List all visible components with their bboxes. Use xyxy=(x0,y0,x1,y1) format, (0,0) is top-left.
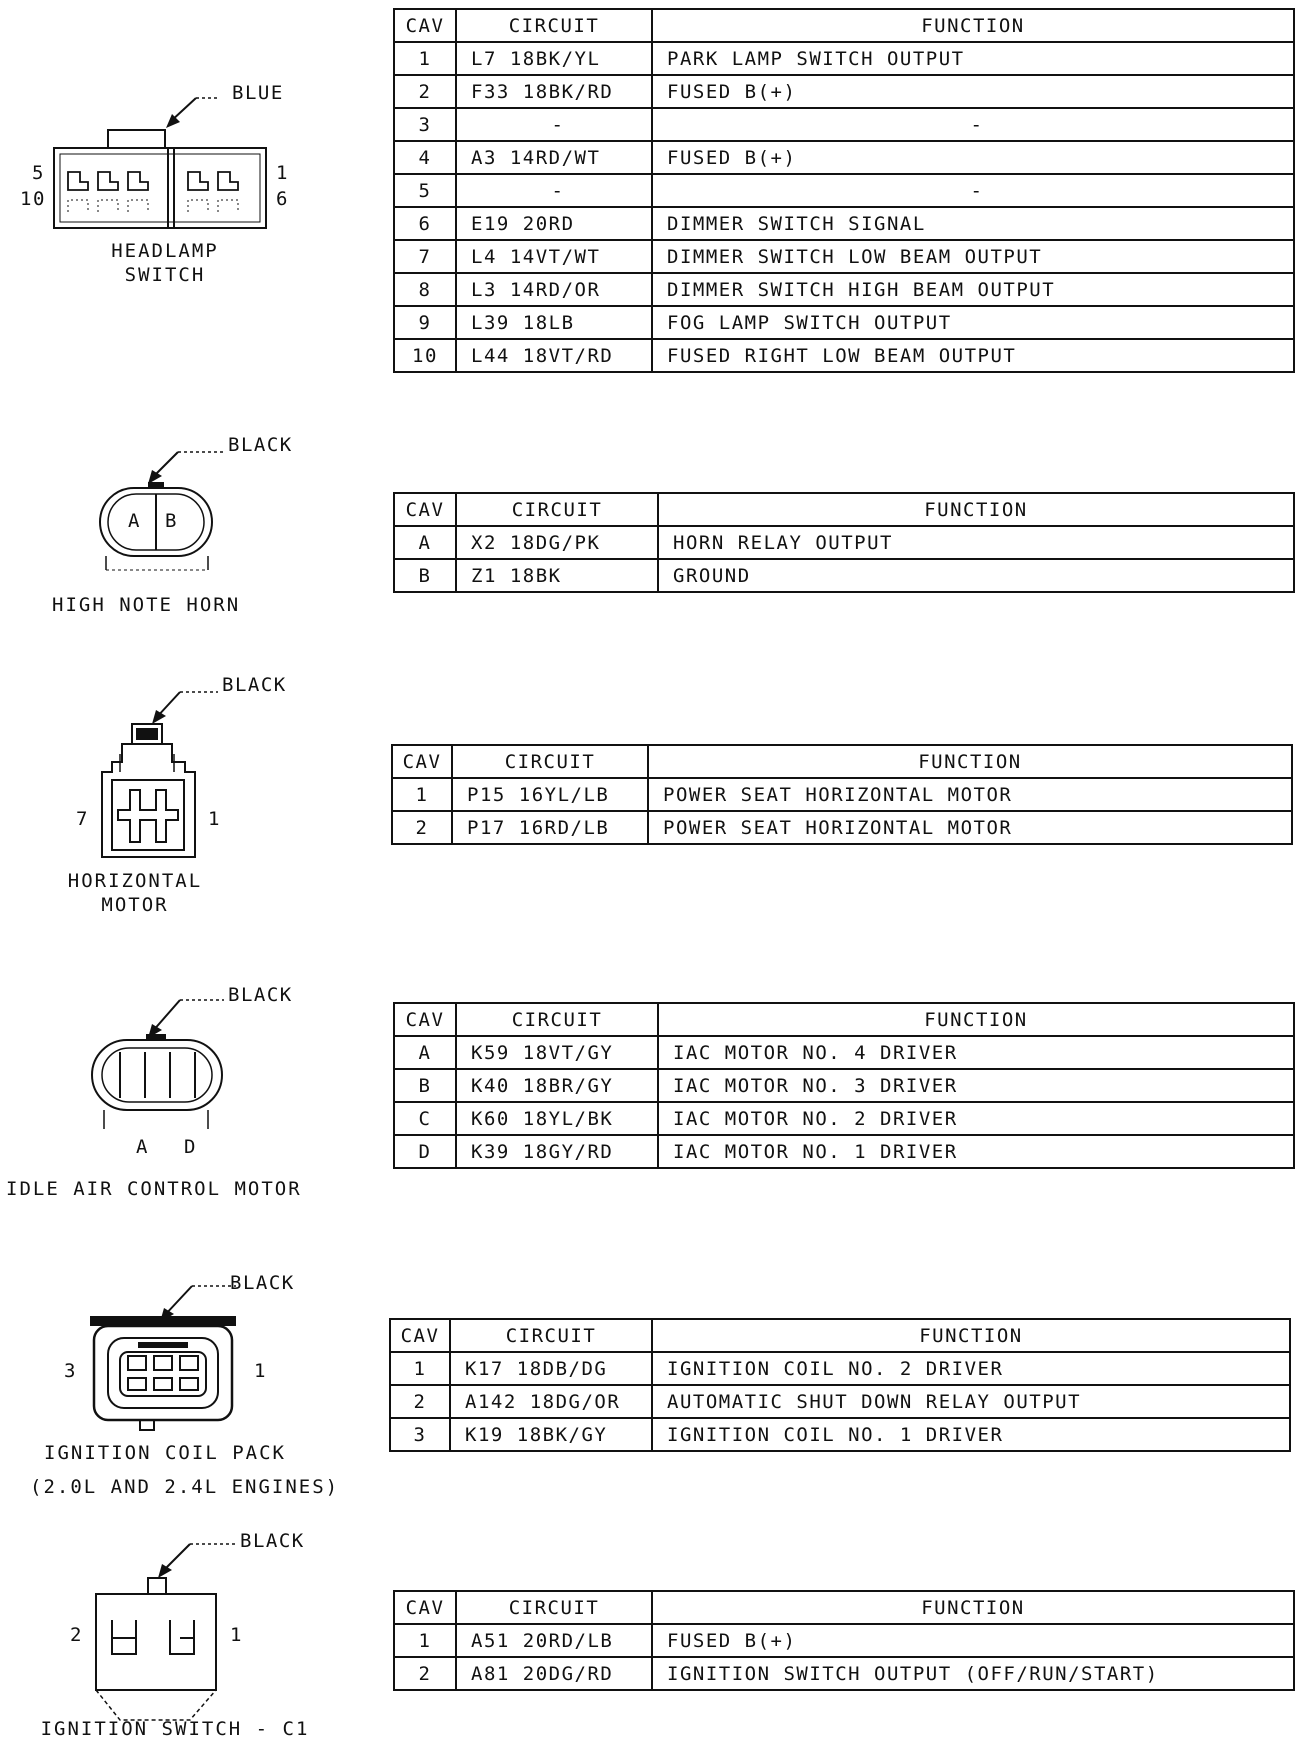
connector-color-label: BLACK xyxy=(222,674,287,696)
pinout-table xyxy=(393,8,1295,373)
circuit-header: CIRCUIT xyxy=(452,745,648,778)
connector-color-label: BLACK xyxy=(240,1530,305,1552)
pin-label: 1 xyxy=(254,1360,267,1382)
table-row xyxy=(394,273,1294,306)
pin-label: 1 xyxy=(208,808,221,830)
cav-header: CAV xyxy=(390,1319,450,1352)
connector-name-line: HIGH NOTE HORN xyxy=(52,594,241,616)
connector-name-line: HORIZONTAL xyxy=(67,870,203,892)
circuit-header: CIRCUIT xyxy=(456,9,652,42)
function-header: FUNCTION xyxy=(658,493,1294,526)
circuit-cell: L3 14RD/OR xyxy=(456,273,652,306)
cav-cell: 3 xyxy=(394,108,456,141)
circuit-cell: A51 20RD/LB xyxy=(456,1624,652,1657)
table-row xyxy=(394,240,1294,273)
circuit-header: CIRCUIT xyxy=(456,1003,658,1036)
function-cell: - xyxy=(652,174,1294,207)
circuit-cell: Z1 18BK xyxy=(456,559,658,592)
iac-connector-icon xyxy=(0,984,320,1204)
cav-cell: C xyxy=(394,1102,456,1135)
table-row xyxy=(394,174,1294,207)
table-row xyxy=(390,1352,1290,1385)
function-cell: FUSED RIGHT LOW BEAM OUTPUT xyxy=(652,339,1294,372)
function-cell: IGNITION SWITCH OUTPUT (OFF/RUN/START) xyxy=(652,1657,1294,1690)
horn-diagram xyxy=(40,430,300,620)
pin-label: D xyxy=(184,1136,197,1158)
circuit-cell: L44 18VT/RD xyxy=(456,339,652,372)
ignition-coil-connector-icon xyxy=(30,1272,340,1502)
cav-header: CAV xyxy=(392,745,452,778)
function-header: FUNCTION xyxy=(652,9,1294,42)
cav-cell: 1 xyxy=(394,42,456,75)
cav-cell: A xyxy=(394,1036,456,1069)
table-row xyxy=(392,811,1292,844)
function-cell: GROUND xyxy=(658,559,1294,592)
cav-cell: 8 xyxy=(394,273,456,306)
circuit-cell: A81 20DG/RD xyxy=(456,1657,652,1690)
cav-cell: 1 xyxy=(394,1624,456,1657)
connector-color-label: BLUE xyxy=(232,82,284,104)
connector-color-label: BLACK xyxy=(228,984,293,1006)
cav-cell: 9 xyxy=(394,306,456,339)
table-row xyxy=(394,526,1294,559)
cav-cell: 4 xyxy=(394,141,456,174)
table-row xyxy=(390,1418,1290,1451)
table-row xyxy=(394,1069,1294,1102)
pinout-table xyxy=(391,744,1293,845)
function-cell: POWER SEAT HORIZONTAL MOTOR xyxy=(648,778,1292,811)
table-row xyxy=(394,306,1294,339)
circuit-header: CIRCUIT xyxy=(456,1591,652,1624)
ignition-switch-diagram xyxy=(30,1530,330,1740)
circuit-cell: P17 16RD/LB xyxy=(452,811,648,844)
table-row xyxy=(394,207,1294,240)
cav-cell: 1 xyxy=(390,1352,450,1385)
pin-label: 3 xyxy=(64,1360,77,1382)
table-row xyxy=(394,75,1294,108)
circuit-cell: P15 16YL/LB xyxy=(452,778,648,811)
cav-cell: D xyxy=(394,1135,456,1168)
pin-label: B xyxy=(165,510,178,532)
pin-label: 2 xyxy=(70,1624,83,1646)
connector-color-label: BLACK xyxy=(228,434,293,456)
circuit-header: CIRCUIT xyxy=(450,1319,652,1352)
table-row xyxy=(394,1102,1294,1135)
cav-cell: A xyxy=(394,526,456,559)
function-cell: POWER SEAT HORIZONTAL MOTOR xyxy=(648,811,1292,844)
connector-name-line: IGNITION COIL PACK xyxy=(44,1442,286,1464)
circuit-header: CIRCUIT xyxy=(456,493,658,526)
cav-cell: 3 xyxy=(390,1418,450,1451)
pin-label: 6 xyxy=(276,188,289,210)
pinout-table xyxy=(393,1590,1295,1691)
circuit-cell: L4 14VT/WT xyxy=(456,240,652,273)
table-row xyxy=(392,778,1292,811)
function-cell: DIMMER SWITCH LOW BEAM OUTPUT xyxy=(652,240,1294,273)
pin-label: 5 xyxy=(32,162,45,184)
circuit-cell: K17 18DB/DG xyxy=(450,1352,652,1385)
cav-cell: B xyxy=(394,1069,456,1102)
function-cell: FUSED B(+) xyxy=(652,75,1294,108)
cav-cell: 2 xyxy=(392,811,452,844)
connector-name-line: IGNITION SWITCH - C1 xyxy=(40,1718,310,1740)
pin-label: 1 xyxy=(230,1624,243,1646)
connector-name-line: IDLE AIR CONTROL MOTOR xyxy=(6,1178,302,1200)
cav-cell: B xyxy=(394,559,456,592)
cav-header: CAV xyxy=(394,493,456,526)
function-cell: DIMMER SWITCH HIGH BEAM OUTPUT xyxy=(652,273,1294,306)
ignition-coil-diagram xyxy=(30,1272,340,1502)
function-cell: HORN RELAY OUTPUT xyxy=(658,526,1294,559)
pin-label: A xyxy=(128,510,141,532)
table-row xyxy=(394,1036,1294,1069)
circuit-cell: L7 18BK/YL xyxy=(456,42,652,75)
circuit-cell: A3 14RD/WT xyxy=(456,141,652,174)
function-cell: FOG LAMP SWITCH OUTPUT xyxy=(652,306,1294,339)
table-row xyxy=(394,339,1294,372)
function-header: FUNCTION xyxy=(648,745,1292,778)
cav-cell: 5 xyxy=(394,174,456,207)
function-cell: IAC MOTOR NO. 3 DRIVER xyxy=(658,1069,1294,1102)
cav-cell: 2 xyxy=(394,1657,456,1690)
circuit-cell: F33 18BK/RD xyxy=(456,75,652,108)
function-header: FUNCTION xyxy=(652,1319,1290,1352)
function-cell: IAC MOTOR NO. 2 DRIVER xyxy=(658,1102,1294,1135)
function-cell: IAC MOTOR NO. 4 DRIVER xyxy=(658,1036,1294,1069)
circuit-cell: - xyxy=(456,108,652,141)
cav-header: CAV xyxy=(394,9,456,42)
circuit-cell: A142 18DG/OR xyxy=(450,1385,652,1418)
cav-cell: 7 xyxy=(394,240,456,273)
cav-cell: 2 xyxy=(390,1385,450,1418)
cav-cell: 6 xyxy=(394,207,456,240)
pin-label: 10 xyxy=(20,188,46,210)
function-cell: IAC MOTOR NO. 1 DRIVER xyxy=(658,1135,1294,1168)
function-header: FUNCTION xyxy=(658,1003,1294,1036)
function-cell: - xyxy=(652,108,1294,141)
cav-cell: 10 xyxy=(394,339,456,372)
function-cell: FUSED B(+) xyxy=(652,141,1294,174)
connector-color-label: BLACK xyxy=(230,1272,295,1294)
function-cell: FUSED B(+) xyxy=(652,1624,1294,1657)
table-row xyxy=(394,42,1294,75)
cav-header: CAV xyxy=(394,1591,456,1624)
iac-motor-diagram xyxy=(0,984,320,1204)
connector-name-line: SWITCH xyxy=(124,264,206,286)
pin-label: 7 xyxy=(76,808,89,830)
circuit-cell: K59 18VT/GY xyxy=(456,1036,658,1069)
table-row xyxy=(390,1385,1290,1418)
headlamp-switch-diagram xyxy=(20,80,300,310)
pin-label: 1 xyxy=(276,162,289,184)
cav-header: CAV xyxy=(394,1003,456,1036)
function-cell: IGNITION COIL NO. 2 DRIVER xyxy=(652,1352,1290,1385)
circuit-cell: K39 18GY/RD xyxy=(456,1135,658,1168)
circuit-cell: E19 20RD xyxy=(456,207,652,240)
function-cell: IGNITION COIL NO. 1 DRIVER xyxy=(652,1418,1290,1451)
pinout-table xyxy=(389,1318,1291,1452)
circuit-cell: X2 18DG/PK xyxy=(456,526,658,559)
pinout-table xyxy=(393,492,1295,593)
table-row xyxy=(394,141,1294,174)
function-cell: DIMMER SWITCH SIGNAL xyxy=(652,207,1294,240)
table-row xyxy=(394,108,1294,141)
pin-label: A xyxy=(136,1136,149,1158)
circuit-cell: - xyxy=(456,174,652,207)
connector-name-line: HEADLAMP xyxy=(111,240,219,262)
horizontal-motor-diagram xyxy=(60,672,320,922)
circuit-cell: K40 18BR/GY xyxy=(456,1069,658,1102)
circuit-cell: K19 18BK/GY xyxy=(450,1418,652,1451)
circuit-cell: K60 18YL/BK xyxy=(456,1102,658,1135)
connector-name-line: (2.0L AND 2.4L ENGINES) xyxy=(30,1476,340,1498)
table-row xyxy=(394,1657,1294,1690)
circuit-cell: L39 18LB xyxy=(456,306,652,339)
connector-name-line: MOTOR xyxy=(101,894,169,916)
pinout-table xyxy=(393,1002,1295,1169)
table-row xyxy=(394,559,1294,592)
cav-cell: 1 xyxy=(392,778,452,811)
function-cell: AUTOMATIC SHUT DOWN RELAY OUTPUT xyxy=(652,1385,1290,1418)
function-header: FUNCTION xyxy=(652,1591,1294,1624)
function-cell: PARK LAMP SWITCH OUTPUT xyxy=(652,42,1294,75)
cav-cell: 2 xyxy=(394,75,456,108)
table-row xyxy=(394,1624,1294,1657)
table-row xyxy=(394,1135,1294,1168)
